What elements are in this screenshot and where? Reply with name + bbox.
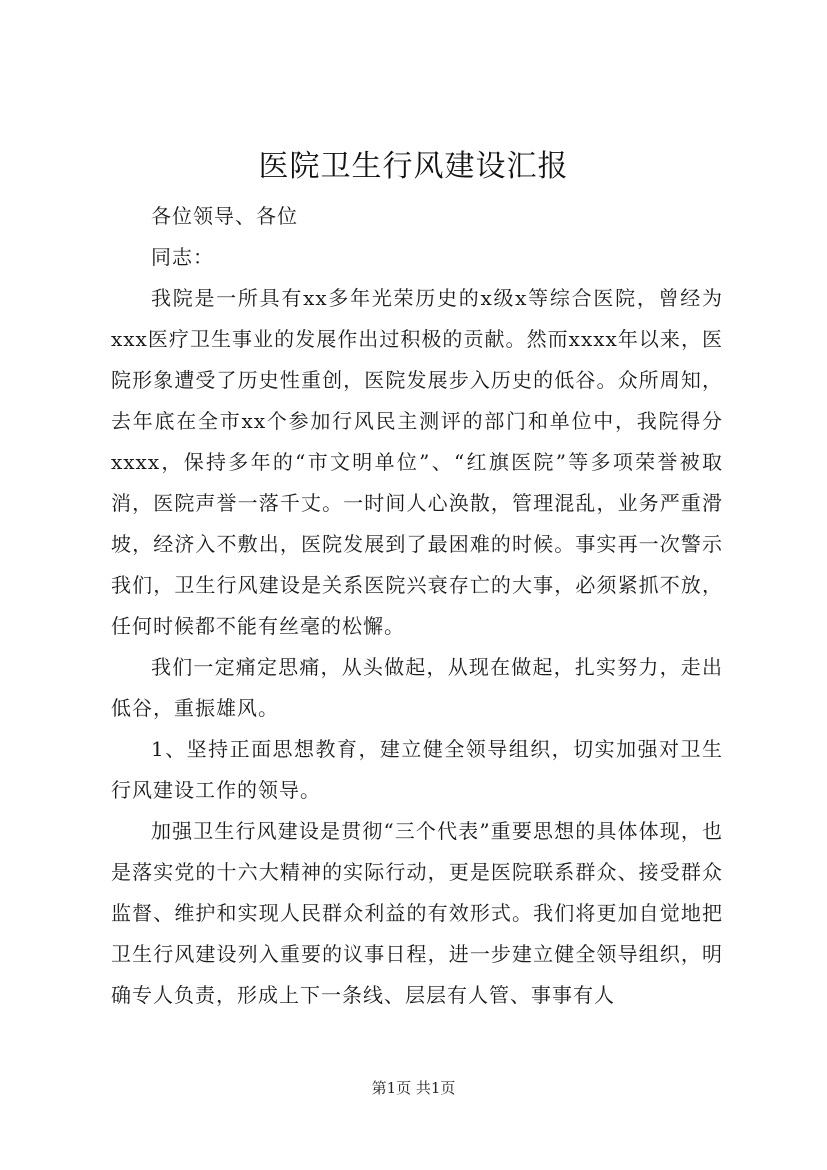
page-number-footer: 第1页 共1页 [371, 1079, 456, 1097]
document-body [111, 196, 723, 1016]
document-title: 医院卫生行风建设汇报 [258, 149, 569, 184]
paragraph-2: 我们一定痛定思痛，从头做起，从现在做起，扎实努力，走出低谷，重振雄风。 [111, 655, 723, 720]
paragraph-4: 加强卫生行风建设是贯彻“三个代表”重要思想的具体体现，也是落实党的十六大精神的实际行动，更是医院联系群众、接受群众监督、维护和实现人民群众利益的有效形式。我们将更加自觉地把卫生行风建设列入重要的议事日程，进一步建立健全领导组织，明确专人负责，形成上下一条线、层层有人管、事事有人 [111, 819, 723, 1007]
salutation-line-1: 各位领导、各位 [151, 204, 298, 228]
salutation-line-2: 同志： [151, 245, 214, 269]
paragraph-3-heading: 1、坚持正面思想教育，建立健全领导组织，切实加强对卫生行风建设工作的领导。 [111, 737, 723, 802]
paragraph-1: 我院是一所具有xx多年光荣历史的x级x等综合医院，曾经为xxx医疗卫生事业的发展作出过积极的贡献。然而xxxx年以来，医院形象遭受了历史性重创，医院发展步入历史的低谷。众所周知，去年底在全市xx个参加行风民主测评的部门和单位中，我院得分xxxx，保持多年的“市文明单位”、“红旗医院”等多项荣誉被取消，医院声誉一落千丈。一时间人心涣散，管理混乱，业务严重滑坡，经济入不敷出，医院发展到了最困难的时候。事实再一次警示我们，卫生行风建设是关系医院兴衰存亡的大事，必须紧抓不放，任何时候都不能有丝毫的松懈。 [111, 286, 723, 638]
